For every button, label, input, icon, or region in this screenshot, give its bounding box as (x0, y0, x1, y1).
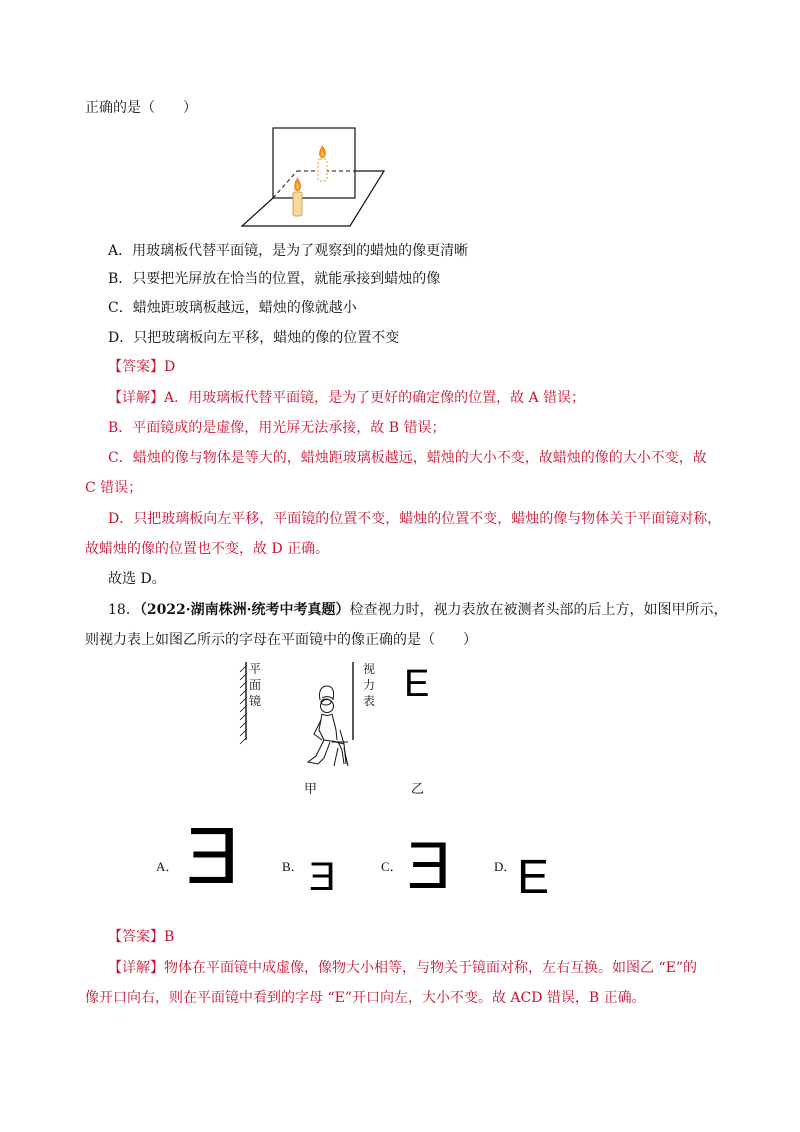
q17-detail-line-3: C．蜡烛的像与物体是等大的，蜡烛距玻璃板越远，蜡烛的大小不变，故蜡烛的像的大小不变，故 (108, 450, 707, 466)
mirror-label-char: 镜 (248, 694, 261, 708)
q17-answer (108, 357, 175, 377)
mirror-label-char: 面 (248, 678, 261, 692)
q18-option-a-label: A． (156, 859, 179, 874)
q18-option-b-glyph: Ǝ (309, 855, 336, 899)
q17-option-d: D．只把玻璃板向左平移，蜡烛的像的位置不变 (108, 330, 400, 346)
q18-option-d-glyph: E (517, 851, 550, 904)
answer-value: B (164, 929, 175, 945)
caption-jia: 甲 (304, 782, 318, 797)
chart-label-char: 视 (362, 662, 375, 676)
candle-glass-figure (238, 124, 388, 230)
eye-chart-letter-e: E (404, 663, 430, 705)
q18-number: 18． (108, 602, 140, 618)
q17-detail-line-6: 故蜡烛的像的位置也不变，故 D 正确。 (85, 541, 330, 557)
q18-option-d-label: D． (494, 859, 517, 874)
q17-option-b: B．只要把光屏放在恰当的位置，就能承接到蜡烛的像 (108, 271, 441, 287)
mirror-label (248, 661, 262, 709)
q18-option-b-label: B． (282, 859, 304, 874)
answer-tag: 【答案】 (108, 359, 164, 375)
q18-stem-text: 检查视力时，视力表放在被测者头部的后上方，如图甲所示， (349, 602, 728, 618)
q17-conclusion: 故选 D。 (108, 571, 166, 587)
candle-icon (293, 178, 302, 216)
answer-value: D (164, 359, 176, 375)
q18-detail-line-2: 像开口向右，则在平面镜中看到的字母 “E”开口向左，大小不变。故 ACD 错误，B 正确。 (85, 990, 646, 1006)
q18-answer (108, 927, 174, 947)
q17-detail-line-5: D．只把玻璃板向左平移，平面镜的位置不变，蜡烛的位置不变，蜡烛的像与物体关于平面镜对称， (108, 511, 722, 527)
q18-option-c-label: C． (381, 859, 403, 874)
detail-tag: 【详解】 (108, 390, 164, 406)
q17-stem-tail: 正确的是（ ） (85, 100, 197, 116)
seated-person-icon (308, 686, 348, 766)
caption-yi: 乙 (411, 782, 425, 797)
candle-image-icon (318, 146, 327, 181)
detail-text: 物体在平面镜中成虚像，像物大小相等，与物关于镜面对称，左右互换。如图乙 “E”的 (164, 960, 697, 976)
q18-option-c-glyph: Ǝ (407, 828, 452, 902)
eye-chart-label (362, 661, 376, 709)
q18-source: （2022·湖南株洲·统考中考真题） (139, 602, 350, 618)
q18-option-a-glyph: Ǝ (186, 811, 240, 900)
q17-option-c: C．蜡烛距玻璃板越远，蜡烛的像就越小 (108, 300, 357, 316)
q17-option-a: A．用玻璃板代替平面镜，是为了观察到的蜡烛的像更清晰 (108, 243, 469, 259)
q17-detail-line-2: B．平面镜成的是虚像，用光屏无法承接，故 B 错误； (108, 420, 446, 436)
chart-label-char: 力 (362, 678, 375, 692)
q18-stem-line-1 (108, 600, 728, 620)
detail-text: A．用玻璃板代替平面镜，是为了更好的确定像的位置，故 A 错误； (164, 390, 586, 406)
q18-stem-line-2: 则视力表上如图乙所示的字母在平面镜中的像正确的是（ ） (85, 632, 477, 648)
chart-label-char: 表 (362, 694, 375, 708)
q18-detail-line-1 (108, 958, 697, 978)
q17-detail-line-1 (108, 388, 585, 408)
answer-tag: 【答案】 (108, 929, 164, 945)
detail-tag: 【详解】 (108, 960, 164, 976)
q17-detail-line-4: C 错误； (85, 480, 143, 496)
mirror-label-char: 平 (248, 662, 261, 676)
